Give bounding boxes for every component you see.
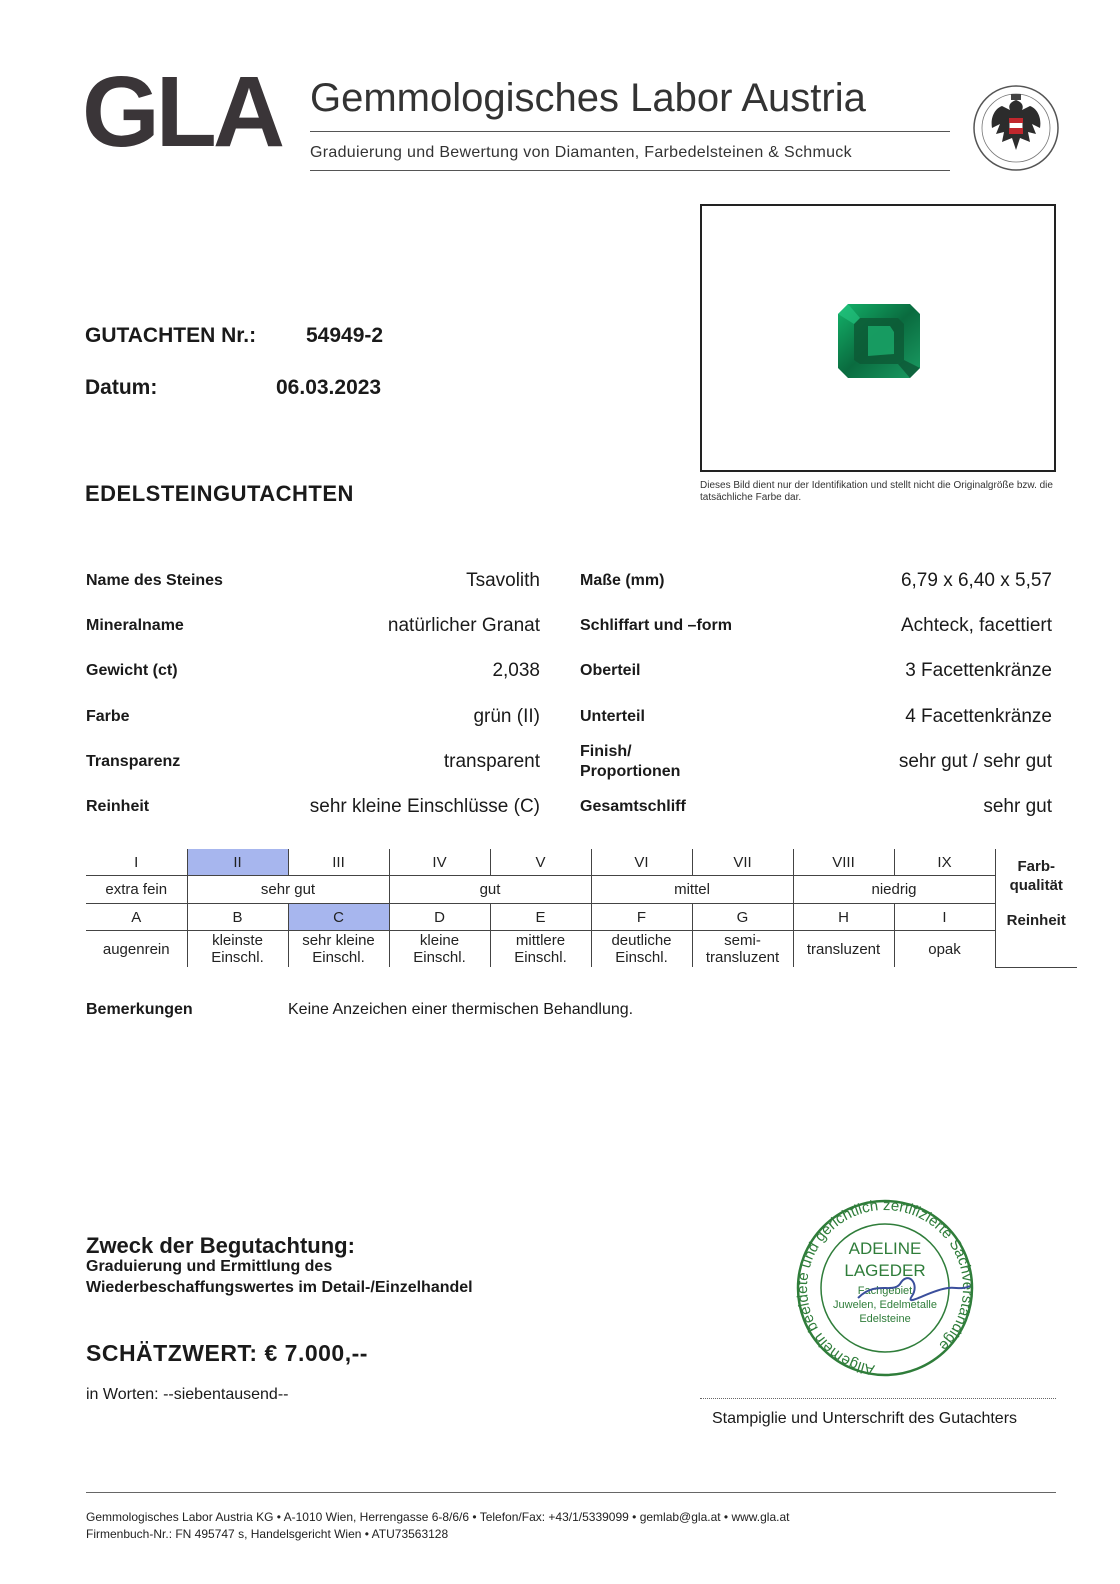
- valuation-in-words: in Worten: --siebentausend--: [86, 1386, 289, 1403]
- clarity-desc-cell: deutliche Einschl.: [591, 931, 692, 968]
- expert-seal-stamp: [780, 1198, 990, 1378]
- purpose-line-2: Wiederbeschaffungswertes im Detail-/Einzelhandel: [86, 1279, 473, 1296]
- gla-logo: GLA: [82, 56, 282, 168]
- clarity-desc-cell: opak: [894, 931, 995, 968]
- remarks-label: Bemerkungen: [86, 1001, 193, 1018]
- clarity-grade-cell: E: [490, 904, 591, 931]
- prop-label-finish: Finish/ Proportionen: [580, 743, 681, 780]
- prop-label-dimensions: Maße (mm): [580, 572, 665, 589]
- prop-label-mineral: Mineralname: [86, 617, 184, 634]
- signature-line: [700, 1398, 1056, 1399]
- color-grade-cell: VIII: [793, 849, 894, 876]
- clarity-desc-cell: sehr kleine Einschl.: [288, 931, 389, 968]
- color-grade-cell: I: [86, 849, 187, 876]
- remarks-value: Keine Anzeichen einer thermischen Behandlung.: [288, 1001, 634, 1018]
- clarity-desc-cell: semi- transluzent: [692, 931, 793, 968]
- prop-label-color: Farbe: [86, 708, 130, 725]
- clarity-grade-cell: H: [793, 904, 894, 931]
- section-title: EDELSTEINGUTACHTEN: [85, 481, 354, 506]
- purpose-title: Zweck der Begutachtung:: [86, 1233, 355, 1258]
- austrian-eagle-crest-icon: [972, 84, 1060, 172]
- clarity-grade-cell: I: [894, 904, 995, 931]
- prop-value-stone-name: Tsavolith: [466, 570, 540, 591]
- color-quality-label: Farb- qualität: [995, 849, 1077, 904]
- prop-value-weight: 2,038: [492, 660, 540, 681]
- prop-value-pavilion: 4 Facettenkränze: [905, 706, 1052, 727]
- clarity-grade-cell: B: [187, 904, 288, 931]
- prop-value-cut: Achteck, facettiert: [900, 615, 1052, 636]
- footer-line-2: Firmenbuch-Nr.: FN 495747 s, Handelsgericht Wien • ATU73563128: [86, 1527, 449, 1541]
- color-group-cell: sehr gut: [187, 876, 389, 904]
- header-rule-top: [310, 131, 950, 132]
- seal-name-first: ADELINE: [848, 1239, 922, 1258]
- color-grade-cell: V: [490, 849, 591, 876]
- clarity-desc-cell: mittlere Einschl.: [490, 931, 591, 968]
- valuation-amount: SCHÄTZWERT: € 7.000,--: [86, 1340, 368, 1366]
- prop-value-clarity: sehr kleine Einschlüsse (C): [309, 796, 540, 817]
- footer-rule: [86, 1492, 1056, 1493]
- prop-label-pavilion: Unterteil: [580, 708, 645, 725]
- header-rule-bottom: [310, 170, 950, 171]
- clarity-desc-cell: kleinste Einschl.: [187, 931, 288, 968]
- color-grade-cell: VI: [591, 849, 692, 876]
- color-grade-cell-selected: II: [187, 849, 288, 876]
- clarity-grade-cell-selected: C: [288, 904, 389, 931]
- grade-table: [86, 849, 1077, 968]
- prop-value-dimensions: 6,79 x 6,40 x 5,57: [900, 570, 1052, 591]
- date-value: 06.03.2023: [276, 376, 382, 399]
- certificate-number: 54949-2: [306, 324, 384, 347]
- clarity-grade-cell: F: [591, 904, 692, 931]
- clarity-desc-cell: transluzent: [793, 931, 894, 968]
- color-group-cell: niedrig: [793, 876, 995, 904]
- clarity-grade-cell: D: [389, 904, 490, 931]
- seal-role-3: Edelsteine: [859, 1313, 911, 1325]
- color-grade-cell: III: [288, 849, 389, 876]
- seal-ring-text: Allgemein beeidete und gerichtlich zertifizierte Sachverständige: [793, 1198, 977, 1378]
- prop-value-transparency: transparent: [443, 751, 540, 772]
- date-label: Datum:: [85, 376, 158, 399]
- prop-value-finish: sehr gut / sehr gut: [898, 751, 1052, 772]
- seal-name-last: LAGEDER: [844, 1261, 926, 1280]
- prop-label-overall-cut: Gesamtschliff: [580, 798, 686, 815]
- color-group-cell: extra fein: [105, 881, 168, 898]
- prop-label-transparency: Transparenz: [86, 753, 181, 770]
- prop-value-overall-cut: sehr gut: [983, 796, 1052, 817]
- lab-name: Gemmologisches Labor Austria: [310, 76, 866, 120]
- gemstone-image: [838, 304, 920, 378]
- color-group-cell: mittel: [591, 876, 793, 904]
- color-grade-cell: VII: [692, 849, 793, 876]
- color-grade-cell: IX: [894, 849, 995, 876]
- seal-role-2: Juwelen, Edelmetalle: [833, 1299, 937, 1311]
- clarity-desc-cell: kleine Einschl.: [389, 931, 490, 968]
- gemstone-photo-frame: [700, 204, 1056, 472]
- color-grade-cell: IV: [389, 849, 490, 876]
- lab-subtitle: Graduierung und Bewertung von Diamanten, Farbedelsteinen & Schmuck: [310, 144, 852, 161]
- prop-label-clarity: Reinheit: [86, 798, 150, 815]
- clarity-grade-cell: A: [86, 904, 187, 931]
- clarity-desc-cell: augenrein: [102, 940, 170, 958]
- prop-label-weight: Gewicht (ct): [86, 662, 178, 679]
- prop-value-mineral: natürlicher Granat: [387, 615, 540, 636]
- signature-caption: Stampiglie und Unterschrift des Gutachters: [712, 1410, 1018, 1427]
- photo-disclaimer: Dieses Bild dient nur der Identifikation und stellt nicht die Originalgröße bzw. die tatsächliche Farbe dar.: [700, 480, 1053, 503]
- purpose-line-1: Graduierung und Ermittlung des: [86, 1258, 333, 1275]
- color-group-cell: gut: [389, 876, 591, 904]
- prop-label-crown: Oberteil: [580, 662, 641, 679]
- prop-label-cut: Schliffart und –form: [580, 617, 733, 634]
- clarity-grade-cell: G: [692, 904, 793, 931]
- certificate-number-label: GUTACHTEN Nr.:: [85, 324, 257, 347]
- seal-role-1: Fachgebiet: [857, 1285, 913, 1297]
- prop-value-crown: 3 Facettenkränze: [905, 660, 1052, 681]
- prop-label-stone-name: Name des Steines: [86, 572, 223, 589]
- prop-value-color: grün (II): [473, 706, 540, 727]
- clarity-label: Reinheit: [995, 904, 1077, 968]
- footer-line-1: Gemmologisches Labor Austria KG • A-1010 Wien, Herrengasse 6-8/6/6 • Telefon/Fax: +43/1/5339099 • gemlab@gla.at • www.gla.at: [86, 1510, 790, 1524]
